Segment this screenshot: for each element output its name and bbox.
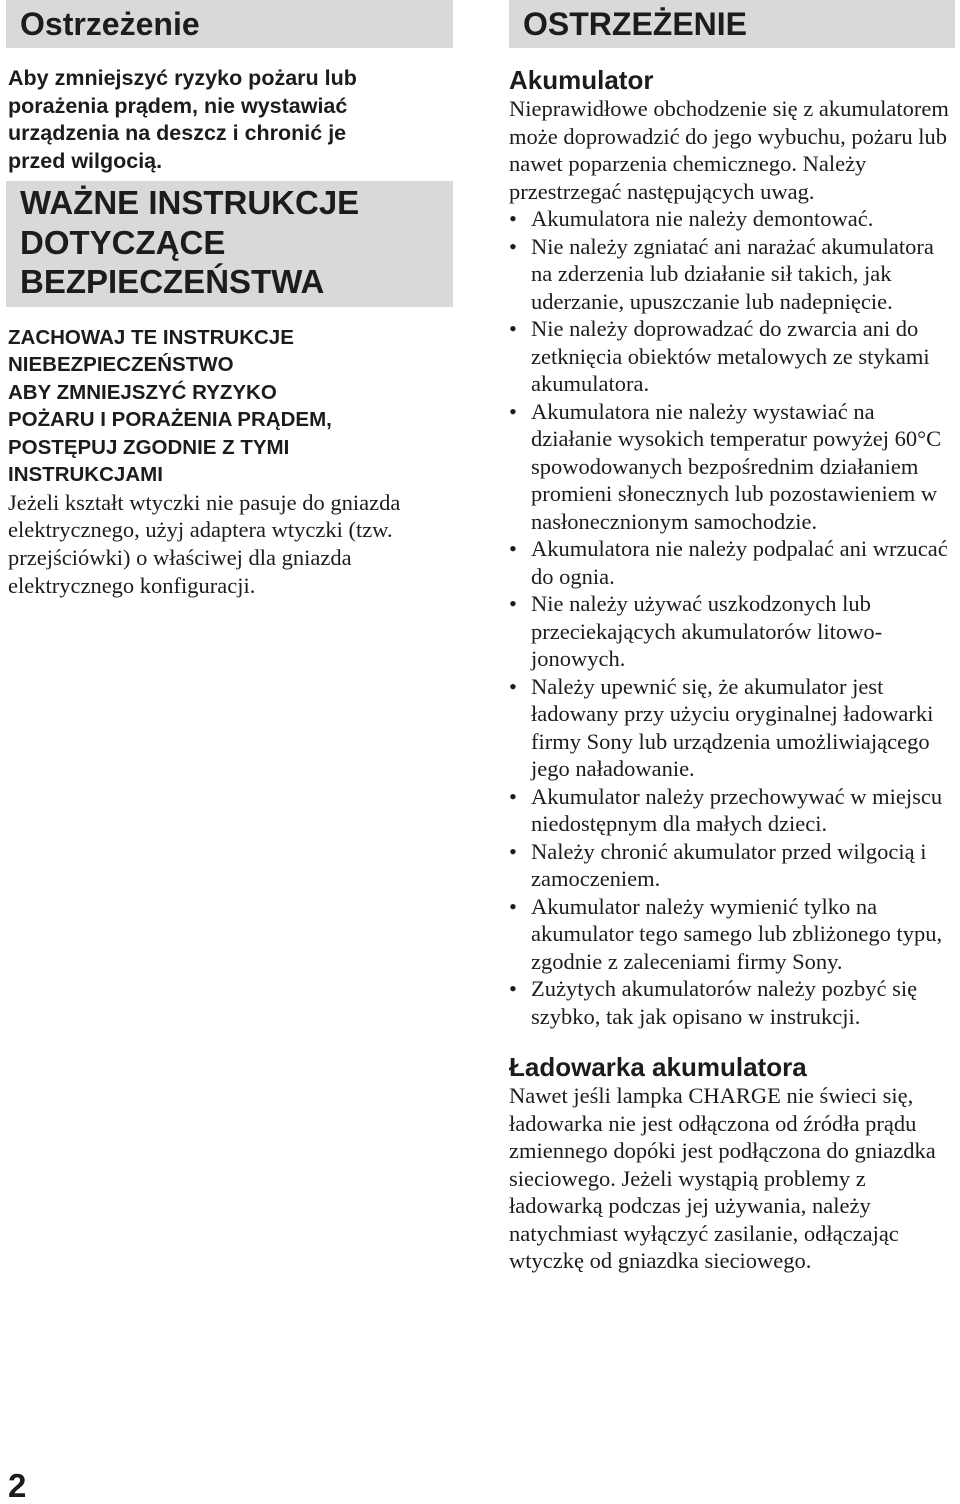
- battery-bullet-list: [509, 205, 955, 1030]
- right-column: [509, 0, 955, 1275]
- list-item: [509, 975, 955, 1030]
- safety-heading-line: DOTYCZĄCE: [20, 223, 226, 261]
- fire-shock-warning: [6, 65, 453, 175]
- bullet-dot: •: [509, 838, 517, 864]
- safety-caps-notice: [6, 324, 453, 489]
- bullet-text: Nie należy zgniatać ani narażać akumulatora na zderzenia lub działanie sił takich, jak uderzanie, upuszczanie lub nadepnięcie.: [531, 233, 934, 314]
- bullet-dot: •: [509, 536, 517, 561]
- list-item: [509, 838, 955, 893]
- list-item: [509, 783, 955, 838]
- plug-adapter-text: Jeżeli kształt wtyczki nie pasuje do gniazda elektrycznego, użyj adaptera wtyczki (tzw. przejściówki) o właściwej dla gniazda elektrycznego konfiguracji.: [8, 489, 401, 598]
- bullet-text: Zużytych akumulatorów należy pozbyć się szybko, tak jak opisano w instrukcji.: [531, 976, 918, 1029]
- battery-section: [509, 65, 955, 1030]
- bullet-dot: •: [509, 893, 517, 919]
- list-item: [509, 673, 955, 783]
- bullet-dot: •: [509, 673, 517, 699]
- warning-line: przed wilgocią.: [8, 148, 163, 173]
- bullet-dot: •: [509, 783, 517, 809]
- bullet-text: Należy upewnić się, że akumulator jest ładowany przy użyciu oryginalnej ładowarki firmy Sony lub urządzenia umożliwiającego jego naładowanie.: [531, 673, 934, 781]
- bullet-text: Akumulatora nie należy podpalać ani wrzucać do ognia.: [531, 536, 948, 589]
- bullet-text: Nie należy używać uszkodzonych lub przeciekających akumulatorów litowo-jonowych.: [531, 591, 883, 671]
- caps-line: ZACHOWAJ TE INSTRUKCJE: [8, 325, 294, 349]
- caps-line: POŻARU I PORAŻENIA PRĄDEM,: [8, 408, 332, 431]
- list-item: [509, 233, 955, 316]
- bullet-text: Nie należy doprowadzać do zwarcia ani do zetknięcia obiektów metalowych ze stykami akumulatora.: [531, 316, 930, 396]
- list-item: [509, 590, 955, 673]
- bullet-dot: •: [509, 233, 517, 259]
- warning-line: Aby zmniejszyć ryzyko pożaru lub: [8, 66, 357, 90]
- caps-line: ABY ZMNIEJSZYĆ RYZYKO: [8, 380, 277, 404]
- bullet-dot: •: [509, 976, 517, 1001]
- list-item: [509, 315, 955, 398]
- charger-section: [509, 1052, 955, 1275]
- right-warning-banner: [509, 0, 955, 48]
- bullet-text: Akumulator należy wymienić tylko na akumulator tego samego lub zbliżonego typu, zgodnie z zaleceniami firmy Sony.: [531, 893, 943, 974]
- warning-line: porażenia prądem, nie wystawiać: [8, 93, 348, 118]
- left-column: [6, 0, 453, 599]
- battery-heading: Akumulator: [509, 65, 654, 95]
- list-item: [509, 205, 955, 233]
- right-warning-heading: OSTRZEŻENIE: [523, 6, 748, 42]
- bullet-text: Akumulatora nie należy demontować.: [531, 206, 874, 231]
- bullet-text: Akumulator należy przechowywać w miejscu niedostępnym dla małych dzieci.: [531, 783, 943, 836]
- bullet-dot: •: [509, 316, 517, 341]
- bullet-dot: •: [509, 206, 517, 231]
- bullet-dot: •: [509, 398, 517, 424]
- warning-line: urządzenia na deszcz i chronić je: [8, 121, 347, 145]
- list-item: [509, 398, 955, 536]
- caps-line: NIEBEZPIECZEŃSTWO: [8, 353, 234, 376]
- battery-intro: Nieprawidłowe obchodzenie się z akumulatorem może doprowadzić do jego wybuchu, pożaru lub nawet poparzenia chemicznego. Należy przestrzegać następujących uwag.: [509, 96, 949, 204]
- list-item: [509, 893, 955, 976]
- bullet-dot: •: [509, 591, 517, 616]
- caps-line: POSTĘPUJ ZGODNIE Z TYMI: [8, 435, 290, 459]
- safety-instructions-banner: [6, 181, 453, 307]
- charger-text: Nawet jeśli lampka CHARGE nie świeci się, ładowarka nie jest odłączona od źródła prądu zmiennego dopóki jest podłączona do gniazdka sieciowego. Jeżeli wystąpią problemy z ładowarką podczas jej używania, należy natychmiast wyłączyć zasilanie, odłączając wtyczkę od gniazdka sieciowego.: [509, 1083, 936, 1273]
- page-number: 2: [8, 1467, 27, 1504]
- safety-heading-line: BEZPIECZEŃSTWA: [20, 263, 325, 300]
- list-item: [509, 535, 955, 590]
- safety-heading-line: WAŻNE INSTRUKCJE: [20, 184, 360, 221]
- caps-line: INSTRUKCJAMI: [8, 463, 163, 486]
- warning-heading: Ostrzeżenie: [20, 6, 200, 42]
- warning-heading-banner: [6, 0, 453, 48]
- bullet-text: Należy chronić akumulator przed wilgocią i zamoczeniem.: [531, 838, 927, 891]
- bullet-text: Akumulatora nie należy wystawiać na działanie wysokich temperatur powyżej 60°C spowodowanych bezpośrednim działaniem promieni słonecznych lub pozostawieniem w nasłonecznionym samochodzie.: [531, 398, 942, 534]
- charger-heading: Ładowarka akumulatora: [509, 1052, 807, 1082]
